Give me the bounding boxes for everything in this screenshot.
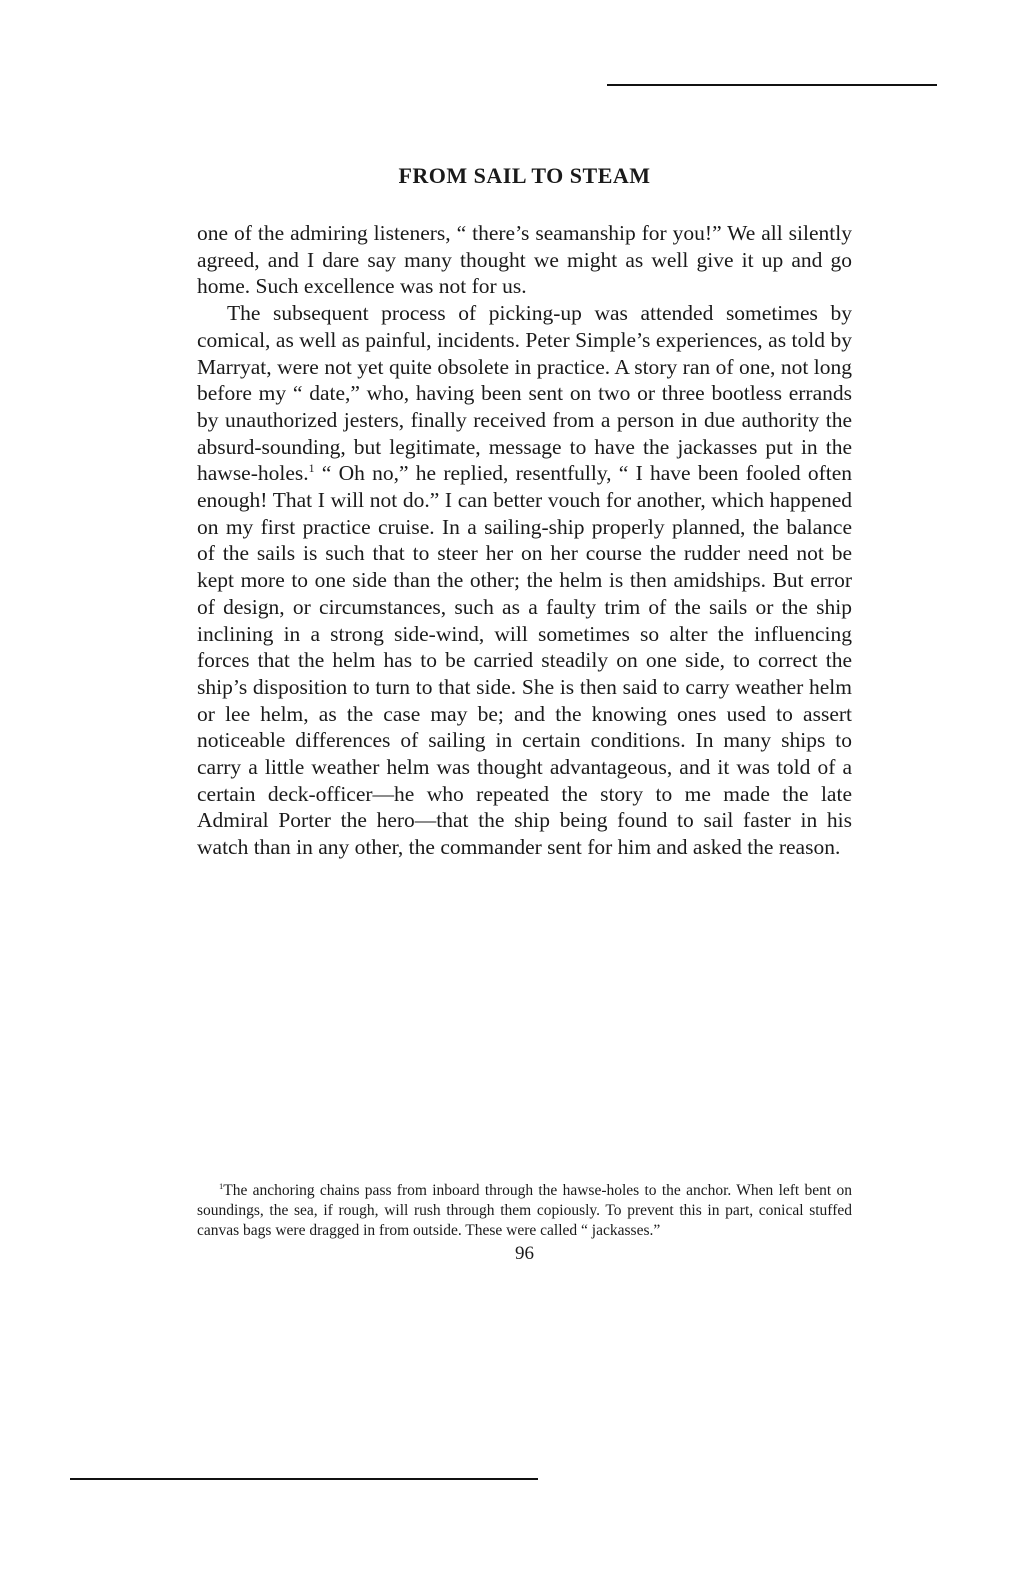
bottom-rule (70, 1478, 538, 1480)
top-rule (607, 84, 937, 86)
footnote-text: The anchoring chains pass from inboard through the hawse-holes to the anchor. When left bent on soundings, the sea, if rough, will rush through them copiously. To prevent this in part, conical stuffed canvas bags were dragged in from outside. These were called “ jackasses.” (197, 1182, 852, 1239)
body-text (197, 220, 852, 861)
paragraph-text: The subsequent process of picking-up was attended sometimes by comical, as well as painful, incidents. Peter Simple’s experiences, as told by Marryat, were not yet quite obsolete in practice. A story ran of one, not long before my “ date,” who, having been sent on two or three bootless errands by unauthorized jesters, finally received from a person in due authority the absurd-sounding, but legitimate, message to have the jackasses put in the hawse-holes. (197, 301, 852, 486)
paragraph-text: “ Oh no,” he replied, resentfully, “ I have been fooled often enough! That I will not do.” I can better vouch for another, which happened on my first practice cruise. In a sailing-ship properly planned, the balance of the sails is such that to steer her on her course the rudder need not be kept more to one side than the other; the helm is then amidships. But error of design, or circumstances, such as a faulty trim of the sails or the ship inclining in a strong side-wind, will sometimes so alter the influencing forces that the helm has to be carried steadily on one side, to correct the ship’s disposition to turn to that side. She is then said to carry weather helm or lee helm, as the case may be; and the knowing ones used to assert noticeable differences of sailing in certain conditions. In many ships to carry a little weather helm was thought advantageous, and it was told of a certain deck-officer—he who repeated the story to me made the late Admiral Porter the hero—that the ship being found to sail faster in his watch than in any other, the commander sent for him and asked the reason. (197, 461, 852, 860)
running-head: FROM SAIL TO STEAM (398, 163, 651, 188)
footnote-marker: 1 (219, 1180, 224, 1191)
footnote-reference[interactable]: 1 (308, 461, 315, 476)
paragraph-continued (197, 220, 852, 300)
footnote (197, 1181, 852, 1241)
page-number: 96 (515, 1243, 534, 1264)
paragraph-text: one of the admiring listeners, “ there’s seamanship for you!” We all silently agreed, and I dare say many thought we might as well give it up and go home. Such excellence was not for us. (197, 221, 852, 299)
paragraph (197, 300, 852, 861)
footnotes (197, 1181, 852, 1241)
